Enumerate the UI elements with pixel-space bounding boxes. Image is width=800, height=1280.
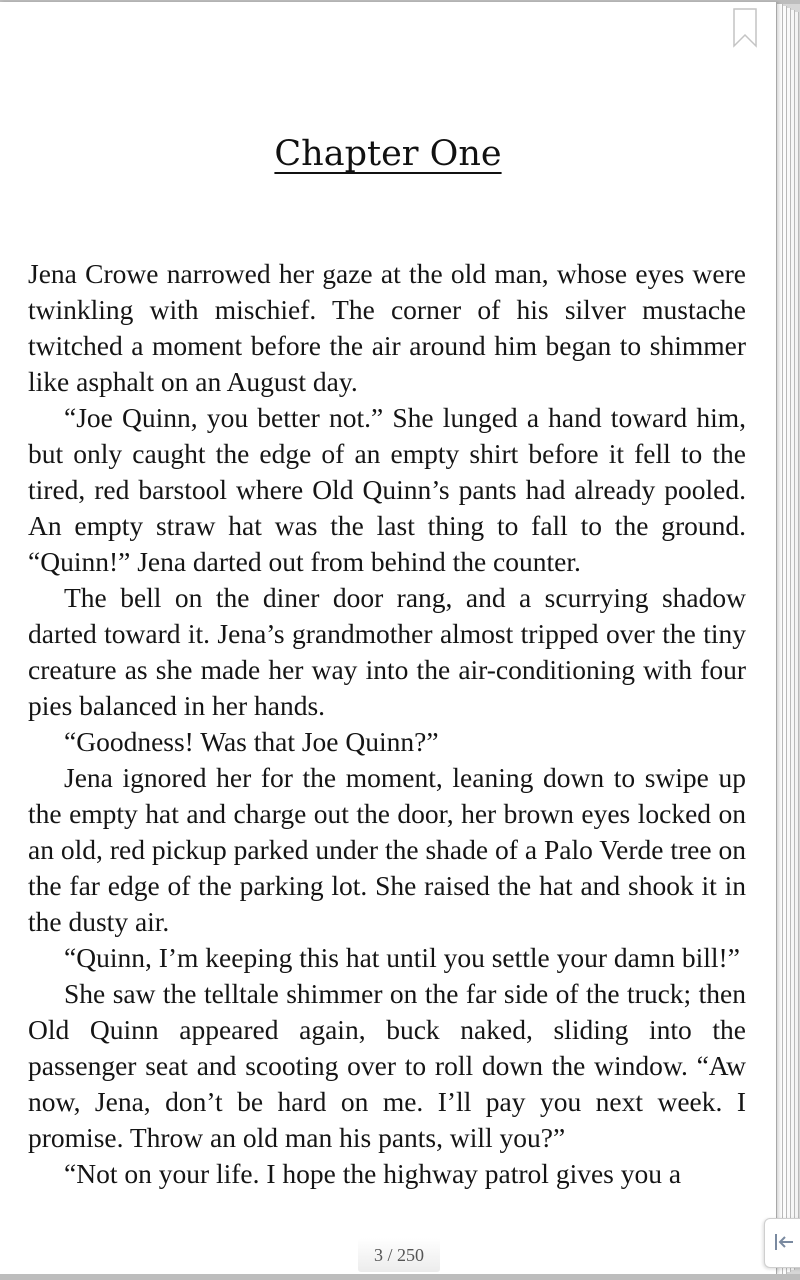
paragraph: “Not on your life. I hope the highway patrol gives you a bbox=[64, 1158, 682, 1189]
bottom-frame bbox=[0, 1274, 800, 1280]
paragraph: “Quinn, I’m keeping this hat until you settle your damn bill!” bbox=[64, 942, 740, 973]
page-indicator: 3 / 250 bbox=[358, 1238, 440, 1272]
bookmark-icon[interactable] bbox=[733, 8, 757, 48]
paragraph: Jena Crowe narrowed her gaze at the old man, whose eyes were twinkling with mischief. The corner of his silver mustache twitched a moment before the air around him began to shimmer like asphalt on an August day. bbox=[28, 258, 746, 397]
paragraph: The bell on the diner door rang, and a scurrying shadow darted toward it. Jena’s grandmother almost tripped over the tiny creature as she made her way into the air-conditioning with four pies balanced in her hands. bbox=[28, 582, 746, 721]
paragraph: “Joe Quinn, you better not.” She lunged a hand toward him, but only caught the edge of an empty shirt before it fell to the tired, red barstool where Old Quinn’s pants had already pooled. An empty straw hat was the last thing to fall to the ground. “Quinn!” Jena darted out from behind the counter. bbox=[28, 402, 746, 577]
book-text bbox=[28, 256, 746, 1192]
collapse-panel-button[interactable] bbox=[764, 1218, 800, 1268]
chapter-title bbox=[0, 134, 776, 174]
paragraph: She saw the telltale shimmer on the far side of the truck; then Old Quinn appeared again, buck naked, sliding into the passenger seat and scooting over to roll down the window. “Aw now, Jena, don’t be hard on me. I’ll pay you next week. I promise. Throw an old man his pants, will you?” bbox=[28, 978, 746, 1153]
book-page[interactable] bbox=[0, 2, 777, 1274]
paragraph: “Goodness! Was that Joe Quinn?” bbox=[64, 726, 439, 757]
collapse-left-icon bbox=[773, 1231, 795, 1253]
chapter-title-text: Chapter One bbox=[274, 134, 502, 174]
paragraph: Jena ignored her for the moment, leaning down to swipe up the empty hat and charge out the door, her brown eyes locked on an old, red pickup parked under the shade of a Palo Verde tree on the far edge of the parking lot. She raised the hat and shook it in the dusty air. bbox=[28, 762, 746, 937]
